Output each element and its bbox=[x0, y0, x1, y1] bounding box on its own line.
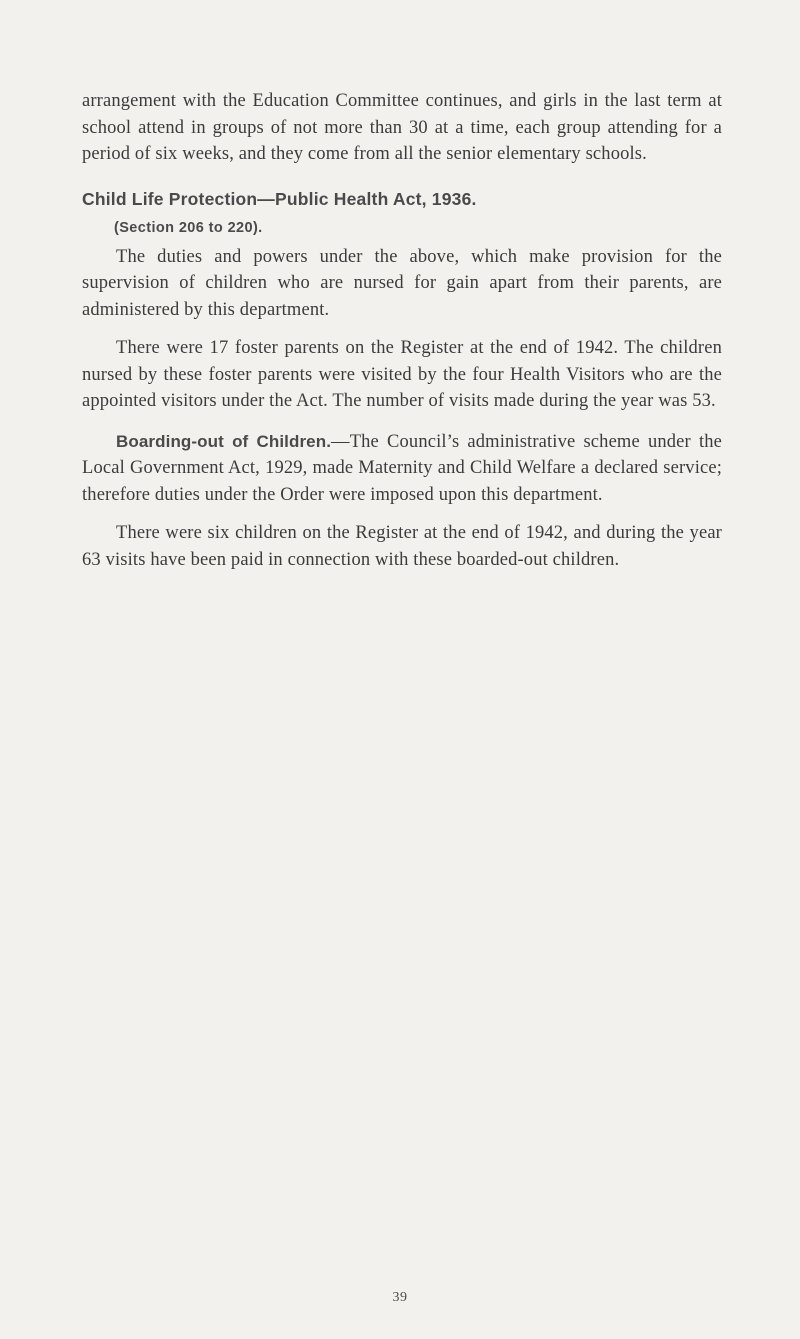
child-life-paragraph-2: There were 17 foster parents on the Register at the end of 1942. The children nursed by these foster parents were visited by the four Health Visitors who are the appointed visitors under the Act. The number of visits made during the year was 53. bbox=[82, 338, 722, 411]
boarding-out-paragraph-1-text: —The Council’s administrative scheme under the Local Government Act, 1929, made Maternity and Child Welfare a declared service; therefore duties under the Order were imposed upon this department. bbox=[82, 431, 722, 505]
continuation-paragraph: arrangement with the Education Committee continues, and girls in the last term at school attend in groups of not more than 30 at a time, each group attending for a period of six weeks, and they come from all the senior elementary schools. bbox=[82, 91, 722, 164]
page-number: 39 bbox=[392, 1290, 408, 1305]
section-heading-child-life-protection: Child Life Protection—Public Health Act, 1936. bbox=[82, 188, 477, 209]
document-page bbox=[82, 88, 722, 573]
run-in-heading-boarding-out: Boarding-out of Children. bbox=[116, 431, 332, 451]
child-life-paragraph-1: The duties and powers under the above, which make provision for the supervision of children who are nursed for gain apart from their parents, are administered by this department. bbox=[82, 246, 722, 320]
section-subheading: (Section 206 to 220). bbox=[114, 219, 263, 236]
boarding-out-paragraph-1 bbox=[82, 429, 722, 509]
boarding-out-paragraph-2: There were six children on the Register at the end of 1942, and during the year 63 visits have been paid in connection with these boarded-out children. bbox=[82, 523, 722, 570]
